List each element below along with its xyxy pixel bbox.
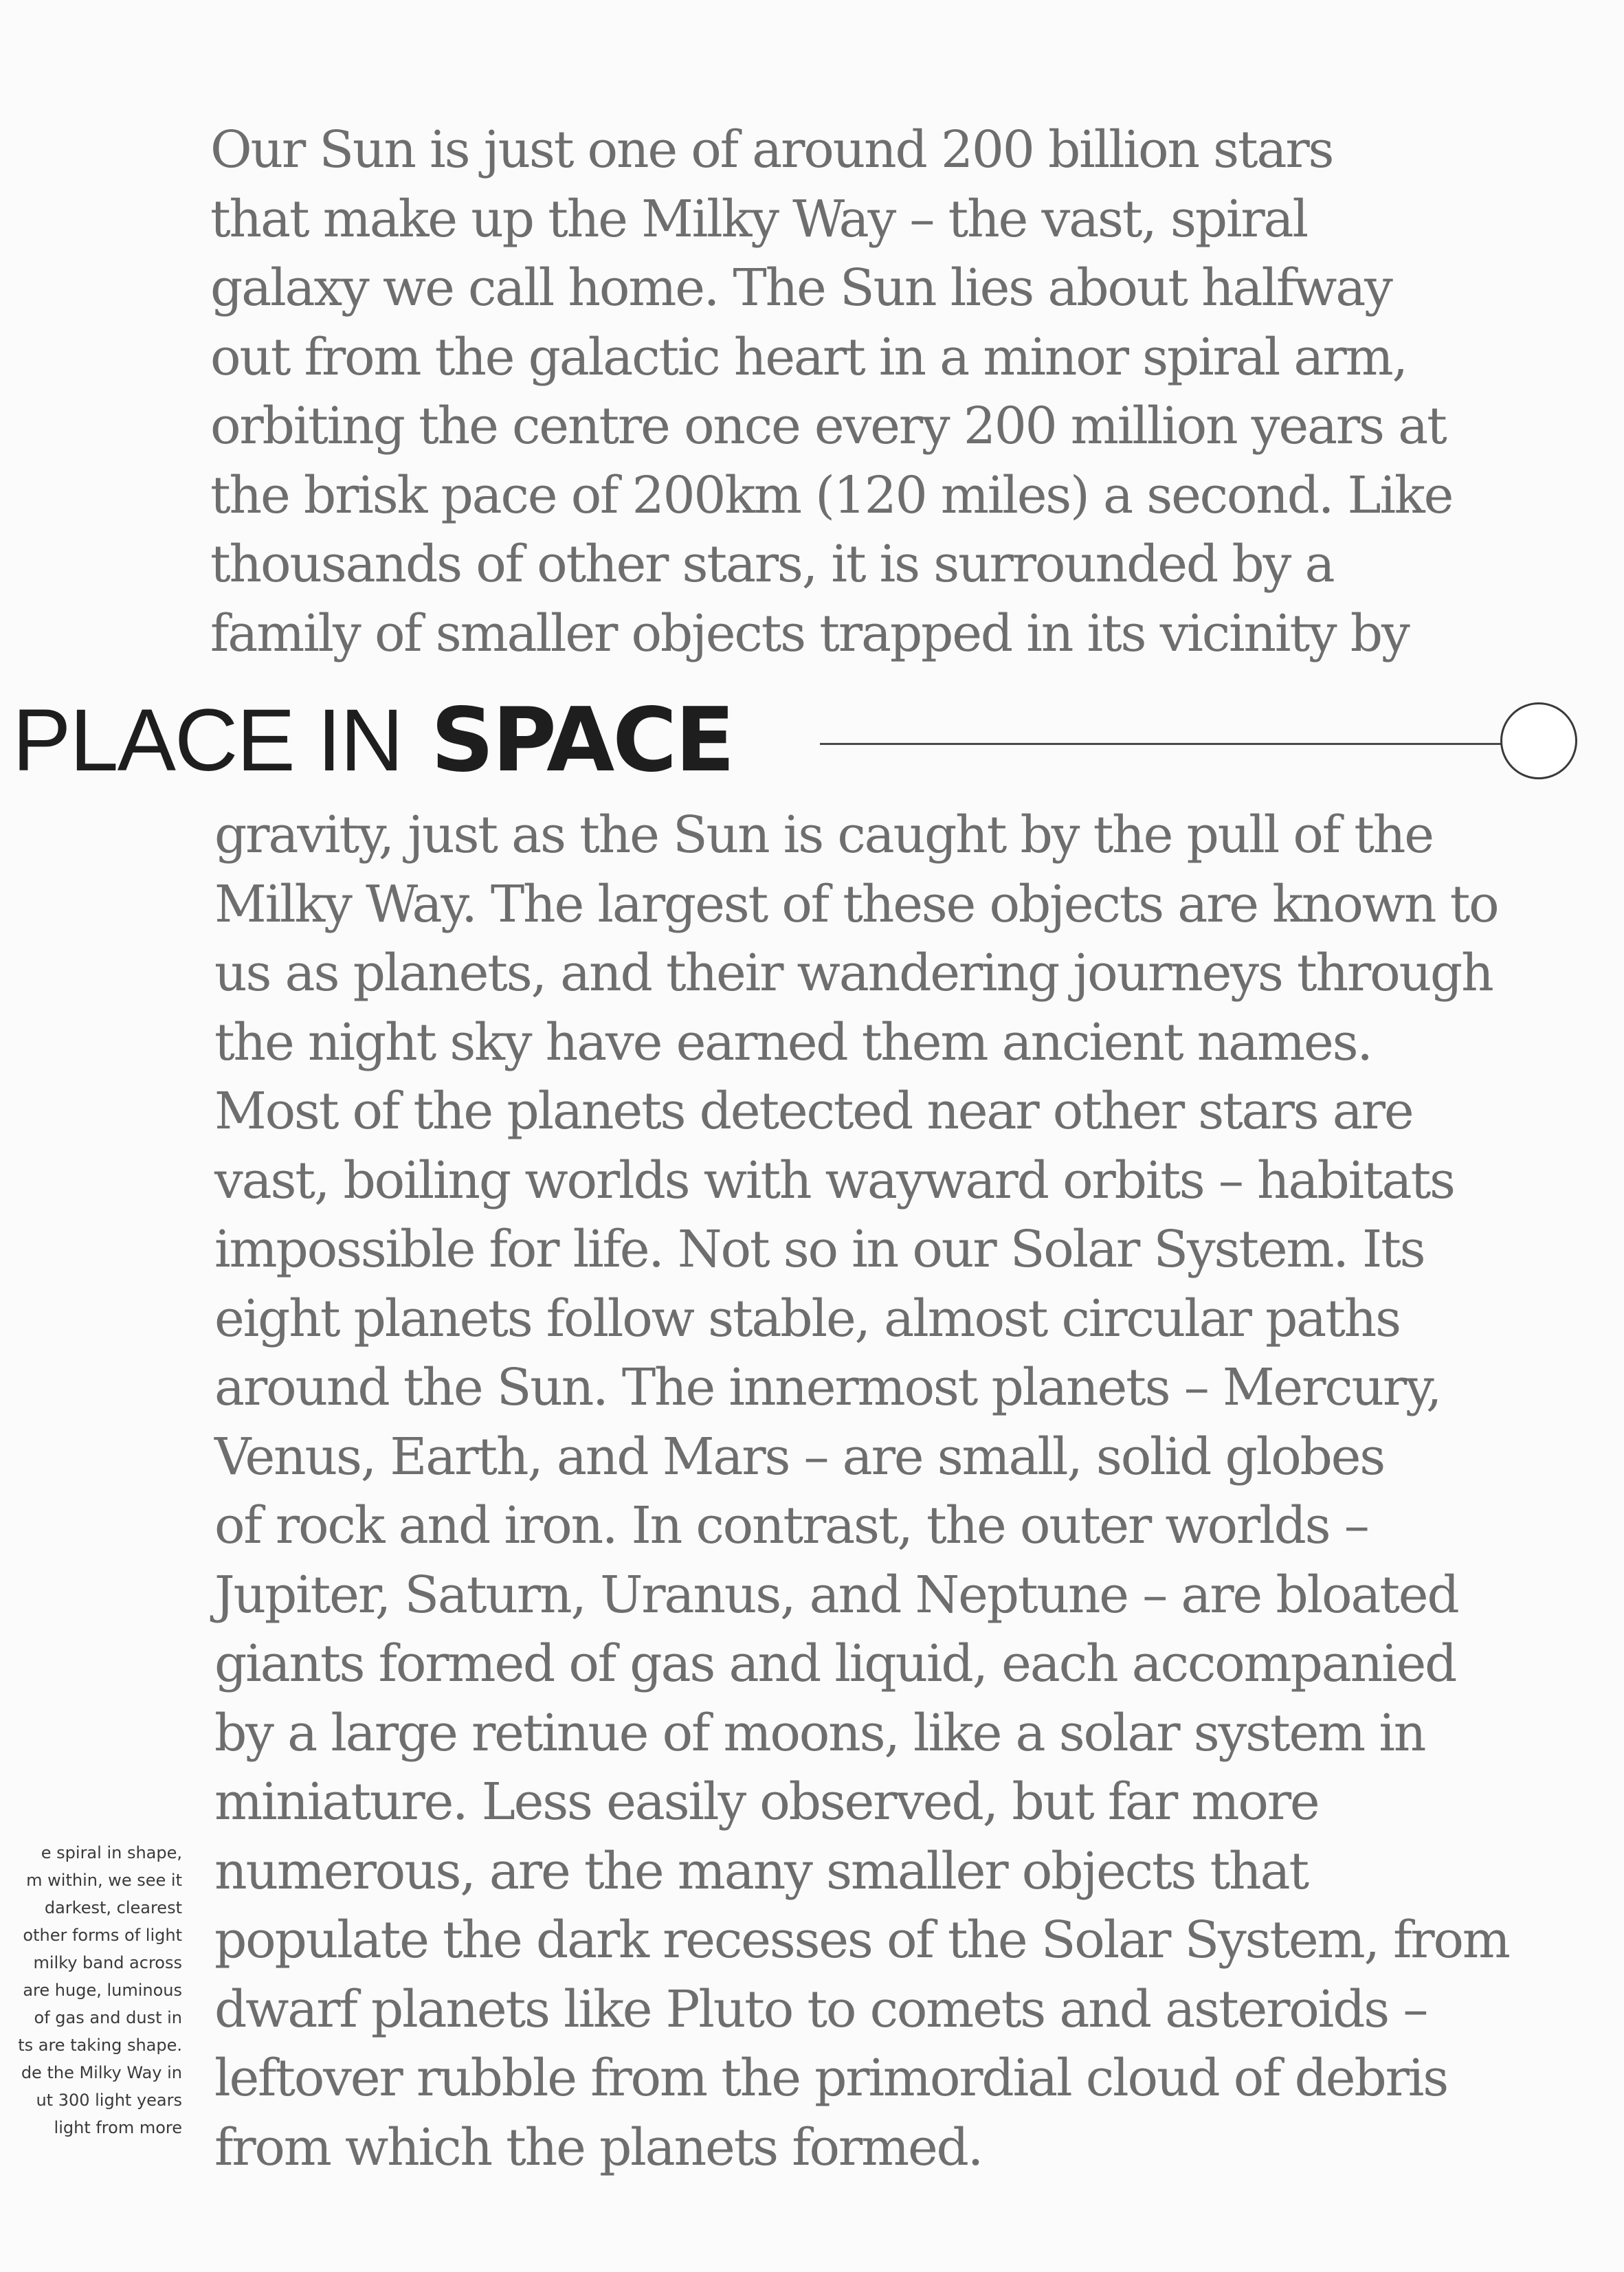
text-line: thousands of other stars, it is surrounded by a — [210, 535, 1334, 594]
text-line: Jupiter, Saturn, Uranus, and Neptune – are bloated — [214, 1565, 1458, 1625]
text-line: by a large retinue of moons, like a solar system in — [214, 1703, 1425, 1763]
text-line: gravity, just as the Sun is caught by the pull of the — [214, 805, 1433, 865]
heading-rule-line — [820, 743, 1504, 745]
text-line: eight planets follow stable, almost circular paths — [214, 1289, 1400, 1348]
caption-line: darkest, clearest — [44, 1898, 182, 1917]
text-line: populate the dark recesses of the Solar System, from — [214, 1911, 1509, 1970]
intro-paragraph — [210, 115, 1605, 668]
text-line: the brisk pace of 200km (120 miles) a second. Like — [210, 465, 1453, 525]
text-line: galaxy we call home. The Sun lies about halfway — [210, 258, 1392, 318]
text-line: impossible for life. Not so in our Solar System. Its — [214, 1220, 1425, 1279]
orbit-circle-icon — [1500, 702, 1577, 779]
text-line: Venus, Earth, and Mars – are small, solid globes — [214, 1427, 1385, 1486]
text-line: family of smaller objects trapped in its vicinity by — [210, 603, 1409, 663]
text-line: vast, boiling worlds with wayward orbits – habitats — [214, 1150, 1454, 1210]
title-light-part: PLACE IN — [12, 691, 403, 790]
text-line: numerous, are the many smaller objects that — [214, 1841, 1308, 1901]
text-line: giants formed of gas and liquid, each accompanied — [214, 1634, 1456, 1693]
text-line: that make up the Milky Way – the vast, spiral — [210, 189, 1307, 249]
text-line: dwarf planets like Pluto to comets and asteroids – — [214, 1979, 1427, 2039]
caption-line: of gas and dust in — [34, 2008, 182, 2027]
caption-line: ut 300 light years — [36, 2091, 182, 2110]
text-line: the night sky have earned them ancient names. — [214, 1012, 1372, 1072]
text-line: around the Sun. The innermost planets – Mercury, — [214, 1358, 1441, 1417]
text-line: Milky Way. The largest of these objects are known to — [214, 874, 1498, 934]
caption-line: are huge, luminous — [23, 1981, 182, 2000]
caption-line: milky band across — [33, 1953, 182, 1972]
text-line: Our Sun is just one of around 200 billion stars — [210, 120, 1333, 179]
main-paragraph — [214, 801, 1610, 2182]
text-line: miniature. Less easily observed, but far more — [214, 1772, 1319, 1831]
page-title — [12, 689, 733, 792]
text-line: Most of the planets detected near other stars are — [214, 1082, 1413, 1141]
text-line: of rock and iron. In contrast, the outer worlds – — [214, 1496, 1368, 1555]
text-line: from which the planets formed. — [214, 2117, 983, 2177]
caption-line: m within, we see it — [26, 1871, 182, 1890]
caption-line: light from more — [54, 2118, 182, 2137]
image-caption — [0, 1839, 182, 2141]
section-heading-row — [12, 689, 1593, 792]
title-bold-part: SPACE — [430, 689, 733, 792]
caption-line: ts are taking shape. — [18, 2036, 182, 2055]
text-line: leftover rubble from the primordial cloud of debris — [214, 2049, 1447, 2108]
text-line: out from the galactic heart in a minor spiral arm, — [210, 327, 1407, 387]
text-line: us as planets, and their wandering journeys through — [214, 944, 1493, 1003]
caption-line: de the Milky Way in — [21, 2063, 182, 2082]
text-line: orbiting the centre once every 200 million years at — [210, 397, 1446, 456]
caption-line: other forms of light — [23, 1926, 182, 1945]
caption-line: e spiral in shape, — [41, 1843, 182, 1862]
